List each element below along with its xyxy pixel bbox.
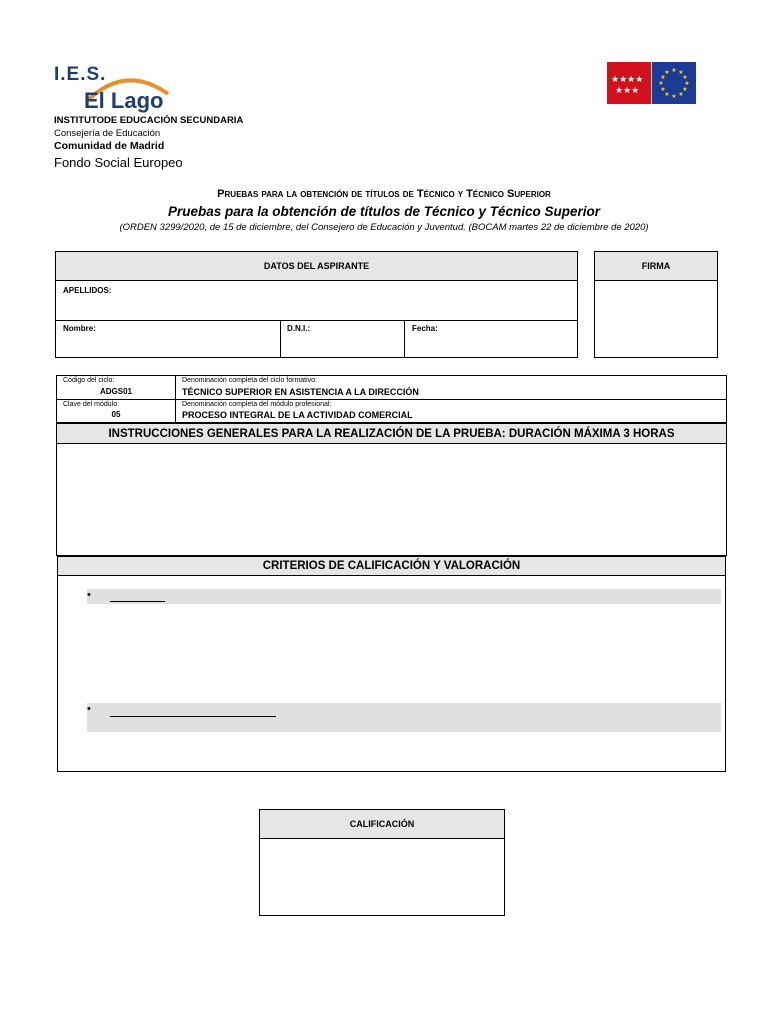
logo-el-lago: El Lago [84, 88, 164, 113]
svg-text:★: ★ [658, 80, 664, 87]
aspirante-table [55, 251, 578, 358]
svg-text:★: ★ [678, 69, 684, 76]
org-line-2: Consejería de Educación [54, 128, 161, 139]
bullet-icon: • [87, 589, 91, 601]
apellidos-label: APELLIDOS: [63, 286, 112, 295]
svg-text:★★★★: ★★★★ [611, 75, 644, 85]
ciclo-code-cell [57, 376, 176, 400]
title-italic: Pruebas para la obtención de títulos de Técnico y Técnico Superior [167, 204, 601, 219]
svg-text:★: ★ [671, 93, 677, 100]
ciclo-table [56, 375, 727, 423]
denominacion-modulo-label: Denominación completa del módulo profesional: [182, 401, 332, 408]
eu-flag-icon [652, 62, 696, 104]
instrucciones-body [57, 444, 726, 555]
fecha-field[interactable] [405, 321, 577, 357]
denominacion-ciclo-value: TÉCNICO SUPERIOR EN ASISTENCIA A LA DIRECCIÓN [182, 387, 419, 397]
svg-text:★: ★ [660, 86, 666, 93]
dni-field[interactable] [281, 321, 405, 357]
svg-text:★: ★ [684, 80, 690, 87]
criterio-item-2 [87, 703, 721, 732]
dni-label: D.N.I.: [287, 324, 311, 333]
svg-text:★: ★ [671, 67, 677, 74]
instrucciones-header: INSTRUCCIONES GENERALES PARA LA REALIZACIÓN DE LA PRUEBA: DURACIÓN MÁXIMA 3 HORAS [57, 424, 726, 444]
svg-text:★: ★ [682, 86, 688, 93]
title-small-caps: Pruebas para la obtención de títulos de Técnico y Técnico Superior [217, 188, 551, 200]
svg-text:★: ★ [678, 91, 684, 98]
criterio-item-2-underline [110, 706, 276, 717]
fecha-label: Fecha: [412, 324, 438, 333]
modulo-clave-cell [57, 400, 176, 422]
instrucciones-section [56, 423, 727, 556]
denominacion-modulo-value: PROCESO INTEGRAL DE LA ACTIVIDAD COMERCIAL [182, 410, 413, 420]
denominacion-ciclo-label: Denominación completa del ciclo formativo: [182, 377, 318, 384]
logo-ies: I.E.S. [54, 64, 107, 85]
firma-table [594, 251, 718, 358]
nombre-field[interactable] [56, 321, 281, 357]
ciclo-denominacion-cell [176, 376, 726, 400]
criterios-header: CRITERIOS DE CALIFICACIÓN Y VALORACIÓN [58, 557, 725, 576]
calificacion-header: CALIFICACIÓN [260, 810, 504, 839]
org-line-3: Comunidad de Madrid [54, 140, 165, 152]
org-line-4: Fondo Social Europeo [54, 155, 183, 170]
criterios-section [57, 556, 726, 772]
modulo-denominacion-cell [176, 400, 726, 422]
org-line-1: INSTITUTODE EDUCACIÓN SECUNDARIA [54, 115, 244, 126]
firma-header: FIRMA [595, 252, 717, 281]
clave-modulo-label: Clave del módulo: [63, 401, 120, 408]
apellidos-field[interactable] [56, 281, 577, 321]
calificacion-field[interactable] [260, 839, 504, 915]
criterio-item-1-underline [110, 591, 165, 602]
clave-modulo-value: 05 [111, 410, 121, 419]
title-orden: (ORDEN 3299/2020, de 15 de diciembre, del Consejero de Educación y Juventud. (BOCAM martes 22 de diciembre de 2020) [119, 222, 649, 233]
svg-text:★: ★ [664, 91, 670, 98]
codigo-ciclo-value: ADGS01 [99, 387, 132, 396]
svg-text:★: ★ [660, 74, 666, 81]
svg-text:★: ★ [682, 74, 688, 81]
madrid-flag-icon [607, 62, 651, 104]
codigo-ciclo-label: Código del ciclo: [63, 377, 115, 384]
svg-text:★★★: ★★★ [615, 86, 640, 96]
svg-text:★: ★ [664, 69, 670, 76]
nombre-label: Nombre: [63, 324, 96, 333]
firma-field[interactable] [595, 281, 717, 357]
calificacion-table [259, 809, 505, 916]
aspirante-header: DATOS DEL ASPIRANTE [56, 252, 577, 281]
bullet-icon: • [87, 703, 91, 715]
criterio-item-1 [87, 589, 721, 604]
